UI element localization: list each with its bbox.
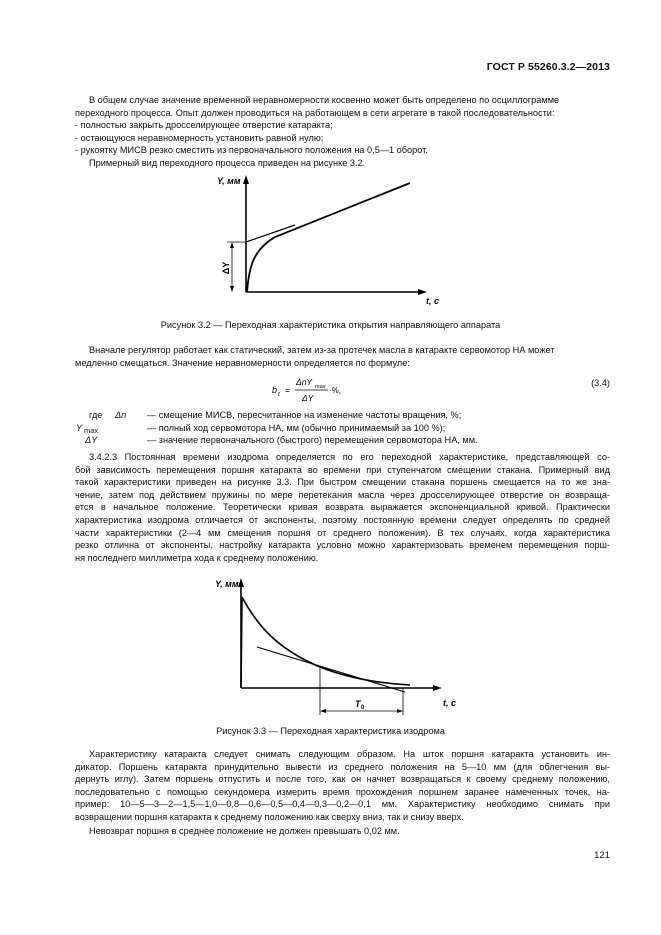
formula-denominator: ΔY bbox=[302, 393, 314, 403]
y-axis-arrow bbox=[243, 175, 249, 184]
text-line: ня последнего миллиметра хода к среднему положению. bbox=[75, 552, 319, 563]
text-line: бой зависимость перемещения поршня катаракта во времени при ступенчатом смещении стакана. Примерный вид bbox=[75, 464, 610, 475]
text-line: Характеристику катаракта следует снимать следующим образом. На шток поршня катаракта установить ин- bbox=[89, 749, 610, 759]
y-axis-label: Y, мм bbox=[217, 176, 241, 186]
tangent-line bbox=[257, 647, 405, 692]
formula-numerator: ΔnY bbox=[296, 377, 313, 387]
x-axis-label: t, с bbox=[426, 296, 440, 306]
text-line: чение, затем под действием пружины по мере перетекания масла через дросселирующее отверстие он возвраща- bbox=[75, 489, 610, 500]
text-line: 3.4.2.3 Постоянная времени изодрома определяется по его переходной характеристике, представляющей со- bbox=[89, 452, 610, 462]
formula-number: (3.4) bbox=[591, 378, 610, 388]
t0-arrow-right bbox=[397, 709, 403, 713]
text-line: дернуть иглу). Затем поршень отпустить и после того, как он начнет возвращаться к своему среднему положению, bbox=[75, 774, 610, 785]
text-line: Примерный вид переходного процесса приведен на рисунке 3.2. bbox=[89, 157, 366, 168]
t0-label: T bbox=[355, 699, 361, 709]
definition-text: — значение первоначального (быстрого) перемещения сервомотора НА, мм. bbox=[147, 435, 478, 446]
definition-subscript: max bbox=[84, 425, 99, 435]
intro-paragraph bbox=[75, 94, 610, 170]
document-header: ГОСТ Р 55260.3.2—2013 bbox=[486, 61, 610, 73]
text-line: дикатор. Поршень катаракта принудительно вывести из среднего положения на 5—10 мм (для облегчения вы- bbox=[75, 761, 610, 772]
paragraph-3 bbox=[75, 451, 610, 564]
paragraph-5: Невозврат поршня в среднее положение не должен превышать 0,02 мм. bbox=[89, 826, 400, 836]
definition-symbol: ΔY bbox=[85, 435, 98, 446]
delta-arrow-down bbox=[230, 286, 234, 292]
definition-text: — смещение МИСВ, пересчитанное на изменение частоты вращения, %; bbox=[147, 410, 462, 420]
t0-arrow-left bbox=[320, 709, 326, 713]
formula-lhs: b bbox=[272, 385, 278, 395]
definition-symbol: Δn bbox=[115, 410, 127, 420]
figure-3-3-caption: Рисунок 3.3 — Переходная характеристика изодрома bbox=[216, 726, 445, 736]
text-line: Вначале регулятор работает как статический, затем из-за протечек масла в катаракте сервомотор НА может bbox=[89, 345, 555, 355]
formula-suffix: ·%, bbox=[329, 386, 341, 395]
definition-text: — полный ход сервомотора НА, мм (обычно принимаемый за 100 %); bbox=[147, 422, 446, 433]
formula-numerator-sub: max bbox=[315, 384, 326, 390]
formula-3-4 bbox=[270, 373, 370, 407]
text-line: медленно смещаться. Значение неравномерности определяется по формуле: bbox=[75, 357, 410, 368]
paragraph-2 bbox=[75, 344, 610, 369]
formula-lhs-sub: t bbox=[278, 392, 280, 398]
figure-3-2 bbox=[205, 172, 465, 307]
formula-equals: = bbox=[285, 385, 290, 395]
text-line: В общем случае значение временной неравномерности косвенно может быть определено по осциллограмме bbox=[89, 95, 560, 105]
x-axis-arrow bbox=[433, 685, 442, 691]
x-axis-label: t, с bbox=[443, 698, 457, 708]
t0-subscript: 0 bbox=[361, 705, 365, 711]
where-word: где bbox=[89, 410, 103, 420]
paragraph-4 bbox=[75, 748, 610, 824]
text-line: ется в начальное положение. Теоретически кривая возврата выражается экспоненциальной кривой. Практически bbox=[75, 502, 610, 513]
text-line: - рукоятку МИСВ резко сместить из первоначального положения на 0,5—1 оборот. bbox=[75, 145, 428, 156]
delta-arrow-up bbox=[230, 242, 234, 248]
text-line: такой характеристики приведен на рисунке 3.3. При быстром смещении стакана поршень смещается на то же зна- bbox=[75, 477, 610, 488]
figure-3-2-caption: Рисунок 3.2 — Переходная характеристика открытия направляющего аппарата bbox=[160, 320, 501, 330]
text-line: характеристика изодрома отличается от экспоненты, поэтому постоянную времени следует определять по средней bbox=[75, 514, 610, 525]
text-line: переходного процесса. Опыт должен проводиться на работающем в сети агрегате в такой последовательности: bbox=[75, 107, 555, 118]
text-line: возвращении поршня катаракта к среднему положению как сверху вниз, так и снизу вверх. bbox=[75, 811, 464, 822]
text-line: части характеристики (2—4 мм смещения поршня от среднего положения). В тех случаях, когда характеристика bbox=[75, 527, 610, 538]
text-line: - полностью закрыть дросселирующее отверстие катаракта; bbox=[75, 120, 333, 131]
decay-curve bbox=[241, 597, 410, 688]
transient-curve bbox=[247, 183, 410, 292]
text-line: резко отлична от экспоненты, настройку катаракта условно можно характеризовать временем перемещения порш- bbox=[75, 540, 610, 551]
x-axis-arrow bbox=[418, 289, 427, 295]
text-line: - остающуюся неравномерность установить равной нулю; bbox=[75, 132, 324, 143]
y-axis-arrow bbox=[238, 578, 244, 587]
y-axis-label: Y, мм bbox=[215, 579, 239, 589]
delta-y-label: ΔY bbox=[221, 261, 231, 275]
text-line: пример: 10—5—3—2—1,5—1,0—0,8—0,6—0,5—0,4—0,3—0,2—0,1 мм. Характеристику необходимо снимать при bbox=[75, 799, 610, 810]
page-number: 121 bbox=[594, 850, 610, 861]
figure-3-3 bbox=[215, 575, 465, 715]
text-line: последовательно с помощью секундомера измерить время прохождения поршнем заранее намеченных точек, на- bbox=[75, 786, 610, 797]
definition-symbol: Y bbox=[76, 422, 83, 433]
